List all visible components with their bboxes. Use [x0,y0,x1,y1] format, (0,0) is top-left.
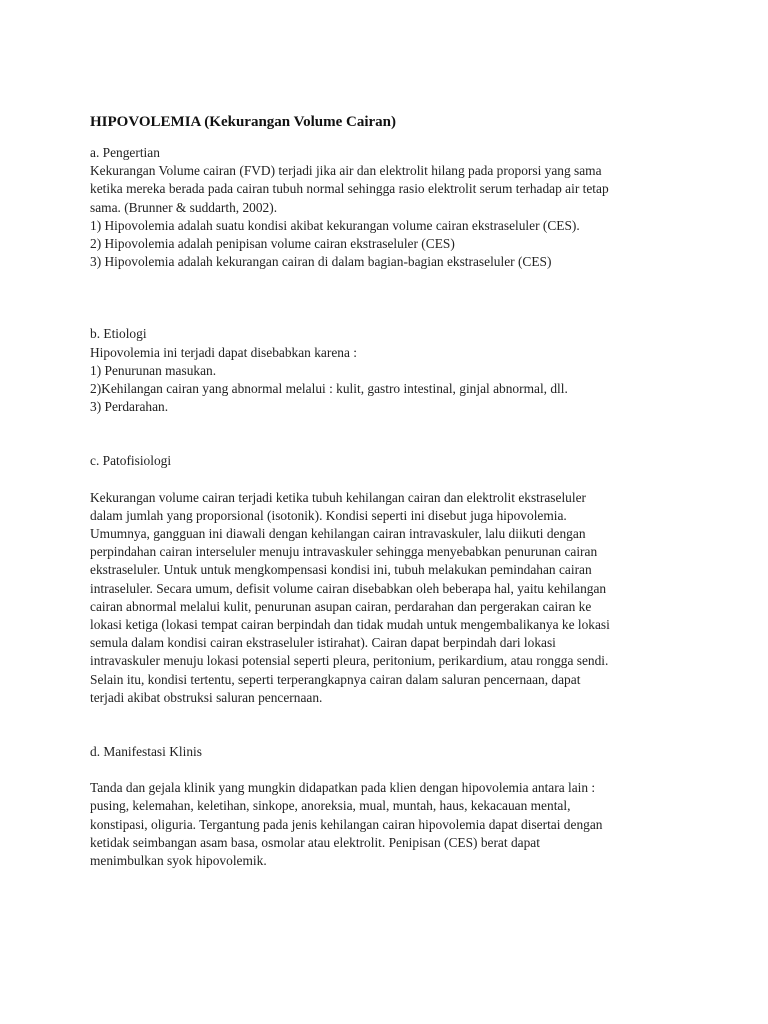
paragraph-line: intravaskuler menuju lokasi potensial seperti pleura, peritonium, perikardium, atau rongga sendi. [90,653,609,669]
paragraph-line: Tanda dan gejala klinik yang mungkin didapatkan pada klien dengan hipovolemia antara lain : [90,780,596,796]
section-patofisiologi [90,452,690,707]
section-heading: b. Etiologi [90,326,147,342]
paragraph-line: dalam jumlah yang proporsional (isotonik). Kondisi seperti ini disebut juga hipovolemia. [90,507,567,523]
paragraph-line: ketidak seimbangan asam basa, osmolar atau elektrolit. Penipisan (CES) berat dapat [90,834,540,850]
paragraph-line: ekstraseluler. Untuk untuk mengkompensasi kondisi ini, tubuh melakukan pemindahan cairan [90,562,592,578]
spacer [90,707,690,743]
paragraph-line: terjadi akibat obstruksi saluran pencernaan. [90,689,323,705]
paragraph-line: lokasi ketiga (lokasi tempat cairan berpindah dan tidak mudah untuk mengembalikanya ke lokasi [90,617,610,633]
paragraph-line: Selain itu, kondisi tertentu, seperti terperangkapnya cairan dalam saluran pencernaan, dapat [90,671,581,687]
spacer [90,471,690,489]
section-manifestasi-klinis [90,743,690,870]
section-etiologi [90,325,690,416]
paragraph-line: Umumnya, gangguan ini diawali dengan kehilangan cairan intravaskuler, lalu diikuti dengan [90,526,586,542]
list-item: 1) Hipovolemia adalah suatu kondisi akibat kekurangan volume cairan ekstraseluler (CES). [90,217,580,233]
section-heading: a. Pengertian [90,145,160,160]
list-item: 3) Hipovolemia adalah kekurangan cairan di dalam bagian-bagian ekstraseluler (CES) [90,254,552,270]
paragraph-line: Kekurangan Volume cairan (FVD) terjadi jika air dan elektrolit hilang pada proporsi yang sama [90,163,602,179]
paragraph-line: menimbulkan syok hipovolemik. [90,853,267,869]
paragraph-line: cairan abnormal melalui kulit, penurunan asupan cairan, perdarahan dan pergerakan cairan ke [90,598,592,614]
paragraph-line: perpindahan cairan interseluler menuju intravaskuler sehingga menyebabkan penurunan cairan [90,544,598,560]
spacer [90,271,690,325]
section-heading: d. Manifestasi Klinis [90,744,202,760]
list-item: 3) Perdarahan. [90,399,169,415]
paragraph-line: sama. (Brunner & suddarth, 2002). [90,199,278,215]
section-pengertian [90,144,690,271]
paragraph-line: Hipovolemia ini terjadi dapat disebabkan karena : [90,344,357,360]
list-item: 2)Kehilangan cairan yang abnormal melalui : kulit, gastro intestinal, ginjal abnormal, dll. [90,381,568,397]
document-title: HIPOVOLEMIA (Kekurangan Volume Cairan) [90,114,396,130]
section-heading: c. Patofisiologi [90,453,172,469]
paragraph-line: konstipasi, oliguria. Tergantung pada jenis kehilangan cairan hipovolemia dapat disertai dengan [90,816,603,832]
list-item: 2) Hipovolemia adalah penipisan volume cairan ekstraseluler (CES) [90,236,455,252]
spacer [90,761,690,779]
list-item: 1) Penurunan masukan. [90,362,217,378]
paragraph-line: ketika mereka berada pada cairan tubuh normal sehingga rasio elektrolit serum terhadap air tetap [90,181,609,197]
spacer [90,416,690,452]
paragraph-line: pusing, kelemahan, keletihan, sinkope, anoreksia, mual, muntah, haus, kekacauan mental, [90,798,571,814]
paragraph-line: intraseluler. Secara umum, defisit volume cairan disebabkan oleh beberapa hal, yaitu kehilangan [90,580,607,596]
document-body [90,112,690,870]
paragraph-line: Kekurangan volume cairan terjadi ketika tubuh kehilangan cairan dan elektrolit ekstraseluler [90,489,586,505]
paragraph-line: semula dalam kondisi cairan ekstraseluler istirahat). Cairan dapat berpindah dari lokasi [90,635,556,651]
